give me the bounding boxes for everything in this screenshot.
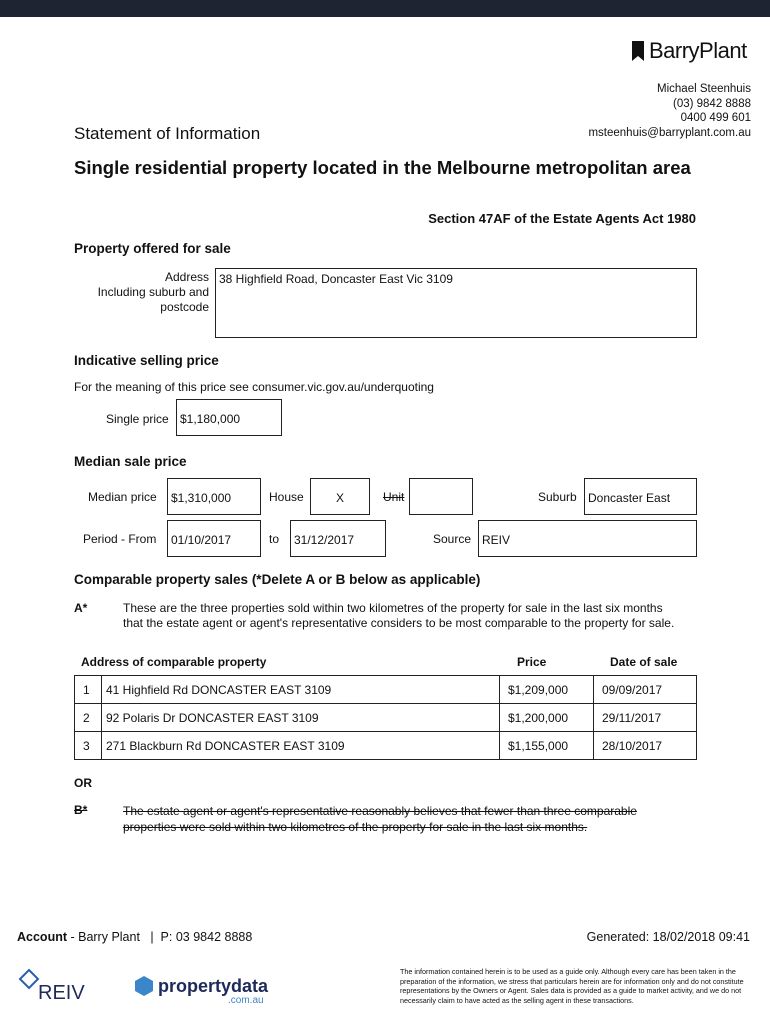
indicative-note: For the meaning of this price see consumer.vic.gov.au/underquoting [74,380,434,394]
single-price-label: Single price [106,412,169,426]
agent-email: msteenhuis@barryplant.com.au [588,126,751,139]
col-price-header: Price [517,655,547,669]
comparable-table [74,675,697,760]
or-label: OR [74,776,92,790]
address-label-line: postcode [160,300,209,314]
period-from-field[interactable]: 01/10/2017 [167,520,261,557]
reiv-text: REIV [38,982,85,1004]
option-b-text: The estate agent or agent's representative reasonably believes that fewer than three comparable properties were sold within two kilometres of the property for sale in the last six months. [123,804,637,834]
account-text: - Barry Plant | P: 03 9842 8888 [67,930,253,944]
address-label-line: Address [164,270,209,284]
bookmark-icon [632,41,644,61]
row-number: 1 [75,676,102,704]
propertydata-logo [132,974,272,1006]
table-row [75,732,697,760]
propertydata-text: propertydata [158,976,269,996]
row-date: 29/11/2017 [594,704,697,732]
propertydata-sub: .com.au [228,995,264,1006]
brand-name: BarryPlant [649,38,747,63]
median-price-label: Median price [88,490,157,504]
option-b-label: B* [74,803,88,817]
source-field[interactable]: REIV [478,520,697,557]
account-label: Account [17,930,67,944]
statement-heading: Statement of Information [74,124,261,143]
diamond-icon [18,968,40,990]
agent-contact [588,82,751,140]
row-number: 3 [75,732,102,760]
single-price-field[interactable]: $1,180,000 [176,399,282,436]
comparable-heading: Comparable property sales (*Delete A or B below as applicable) [74,572,481,587]
agent-name: Michael Steenhuis [657,83,751,95]
row-number: 2 [75,704,102,732]
row-price: $1,155,000 [500,732,594,760]
house-label: House [269,490,304,504]
option-a-text: These are the three properties sold within two kilometres of the property for sale in the last six months that the estate agent or agent's representative considers to be most comparable to the property for sale. [123,601,675,630]
median-heading: Median sale price [74,454,187,469]
hexagon-icon [132,974,156,998]
address-label-line: Including suburb and [97,285,209,299]
source-label: Source [433,532,472,546]
period-label: Period - From [83,532,157,546]
row-date: 09/09/2017 [594,676,697,704]
section-reference: Section 47AF of the Estate Agents Act 1980 [428,211,696,226]
agent-mobile: 0400 499 601 [680,112,751,124]
account-info [17,930,252,944]
address-label [74,270,209,315]
agent-phone: (03) 9842 8888 [672,97,751,110]
address-field[interactable]: 38 Highfield Road, Doncaster East Vic 3109 [215,268,697,338]
to-label: to [269,532,280,546]
row-price: $1,209,000 [500,676,594,704]
col-address-header: Address of comparable property [81,655,267,669]
suburb-label: Suburb [538,490,577,504]
table-row [75,676,697,704]
row-address: 92 Polaris Dr DONCASTER EAST 3109 [102,704,500,732]
barryplant-logo [632,38,747,64]
disclaimer: The information contained herein is to be used as a guide only. Although every care has been taken in the preparation of the information, we stress that particulars herein are for information only and do not constitute representations by the Owners or Agent. Sales data is provided as a guide to market activity, and we do not necessarily claim to have acted as the selling agent in these transactions. [400,967,744,1005]
indicative-heading: Indicative selling price [74,353,219,368]
period-to-field[interactable]: 31/12/2017 [290,520,386,557]
row-date: 28/10/2017 [594,732,697,760]
house-field[interactable]: X [310,478,370,515]
row-price: $1,200,000 [500,704,594,732]
median-price-field[interactable]: $1,310,000 [167,478,261,515]
property-heading: Property offered for sale [74,241,231,256]
row-address: 271 Blackburn Rd DONCASTER EAST 3109 [102,732,500,760]
unit-field[interactable] [409,478,473,515]
option-a-label: A* [74,601,88,615]
col-date-header: Date of sale [610,655,678,669]
row-address: 41 Highfield Rd DONCASTER EAST 3109 [102,676,500,704]
unit-label: Unit [383,490,405,504]
generated-timestamp: Generated: 18/02/2018 09:41 [586,930,750,944]
table-row [75,704,697,732]
page-title: Single residential property located in the Melbourne metropolitan area [74,157,691,178]
reiv-logo [18,968,90,1006]
suburb-field[interactable]: Doncaster East [584,478,697,515]
top-bar [0,0,770,17]
